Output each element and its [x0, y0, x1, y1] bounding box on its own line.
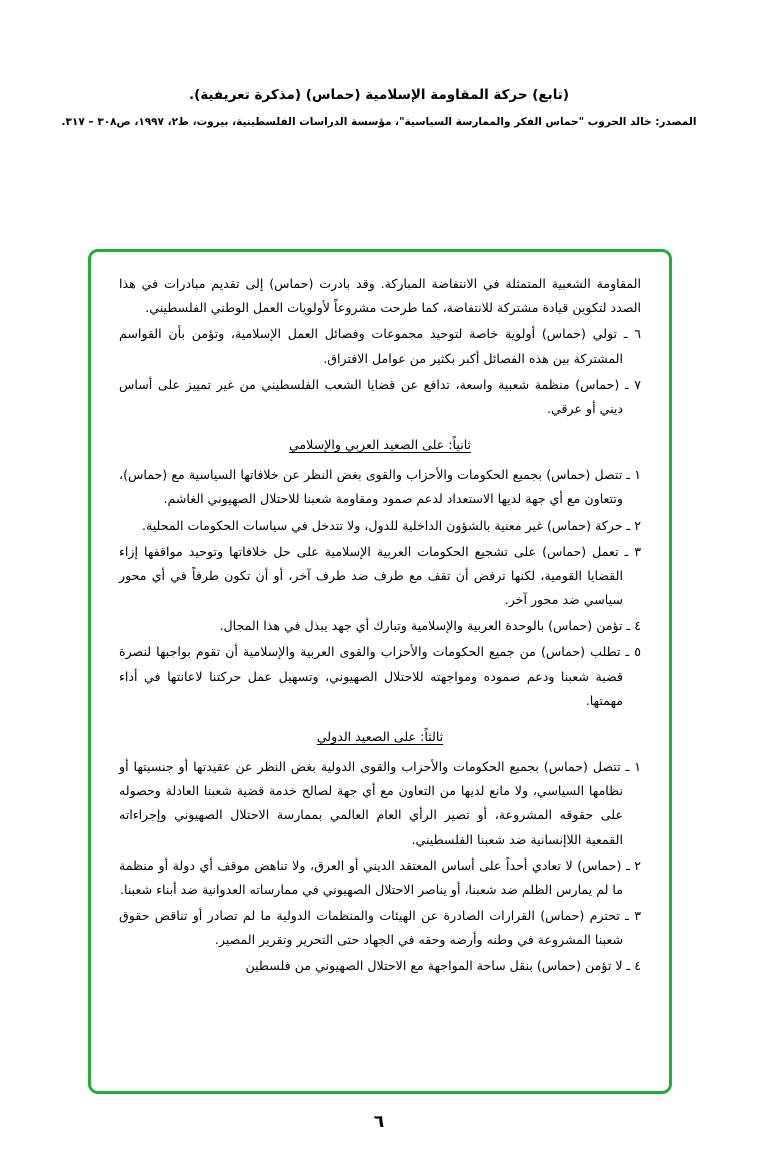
paragraph-s2-5: ٥ ـ تطلب (حماس) من جميع الحكومات والأحزاب والقوى العربية والإسلامية أن تقوم بواجبها لنصرة قضية شعبنا ودعم صموده ومواجهته للاحتلال الصهيوني، وتسهيل عمل حركتنا لاعانتها في أداء مهمتها. — [119, 644, 641, 708]
paragraph-s3-4: ٤ ـ لا تؤمن (حماس) بنقل ساحة المواجهة مع الاحتلال الصهيوني من فلسطين — [245, 958, 641, 974]
document-source-line: المصدر: خالد الحروب "حماس الفكر والممارسة السياسية"، مؤسسة الدراسات الفلسطينية، بيروت، ط٢، ١٩٩٧، ص٣٠٨ – ٣١٧. — [61, 115, 697, 128]
document-header — [0, 86, 758, 130]
document-body — [119, 272, 641, 981]
paragraph-s3-2: ٢ ـ (حماس) لا تعادي أحداً على أساس المعتقد الديني أو العرق، ولا تناهض موقف أي دولة أو منظمة ما لم يمارس الظلم ضد شعبنا، أو يناصر الاحتلال الصهيوني في ممارساته العدوانية ضد أبناء شعبنا. — [119, 857, 641, 897]
content-frame — [88, 249, 672, 1094]
paragraph-s2-2: ٢ ـ حركة (حماس) غير معنية بالشؤون الداخلية للدول، ولا تتدخل في سياسات الحكومات المحلية. — [142, 517, 641, 533]
paragraph-item-7: ٧ ـ (حماس) منظمة شعبية واسعة، تدافع عن قضايا الشعب الفلسطيني من غير تمييز على أساس ديني أو عرقي. — [119, 376, 641, 416]
section-heading-two-label: ثانياً: على الصعيد العربي والإسلامي — [288, 437, 472, 453]
paragraph-s3-1: ١ ـ تتصل (حماس) بجميع الحكومات والأحزاب والقوى الدولية بغض النظر عن عقيدتها أو جنسيتها أو نظامها السياسي، ولا مانع لديها من التعاون مع أي جهة لصالح خدمة قضية شعبنا العادلة وحصوله على حقوقه المشروعة، أو تصير الرأي العام العالمي بممارسة الاحتلال الصهيوني وإجراءاته القمعية اللاإنسانية ضد شعبنا الفلسطيني. — [119, 759, 641, 847]
section-heading-two — [119, 433, 641, 457]
paragraph-intro: المقاومة الشعبية المتمثلة في الانتفاضة المباركة. وقد بادرت (حماس) إلى تقديم مبادرات في هذا الصدد لتكوين قيادة مشتركة للانتفاضة، كما طرحت مشروعاً لأولويات العمل الوطني الفلسطيني. — [119, 276, 641, 316]
paragraph-s2-3: ٣ ـ تعمل (حماس) على تشجيع الحكومات العربية الإسلامية على حل خلافاتها وتوحيد مواقفها إزاء القضايا القومية، لكنها ترفض أن تقف مع طرف ضد طرف آخر، أو أن تكون طرفاً في أي محور سياسي ضد محور آخر. — [119, 543, 641, 608]
section-heading-three — [119, 725, 641, 749]
page-number: ٦ — [373, 1112, 385, 1132]
paragraph-s3-3: ٣ ـ تحترم (حماس) القرارات الصادرة عن الهيئات والمنظمات الدولية ما لم تصادر أو تناقض حقوق شعبنا المشروعة في وطنه وأرضه وحقه في الجهاد حتى التحرير وتقرير المصير. — [119, 908, 641, 948]
paragraph-s2-4: ٤ ـ تؤمن (حماس) بالوحدة العربية والإسلامية وتبارك أي جهد يبذل في هذا المجال. — [219, 618, 641, 634]
document-page — [0, 86, 758, 1164]
section-heading-three-label: ثالثاً: على الصعيد الدولي — [316, 728, 444, 744]
paragraph-s2-1: ١ ـ تتصل (حماس) بجميع الحكومات والأحزاب والقوى بغض النظر عن خلافاتها السياسية مع (حماس)، وتتعاون مع أي جهة لديها الاستعداد لدعم صمود ومقاومة شعبنا للاحتلال الصهيوني الغاشم. — [119, 467, 641, 507]
paragraph-item-6: ٦ ـ تولي (حماس) أولوية خاصة لتوحيد مجموعات وفصائل العمل الإسلامية، وتؤمن بأن القواسم المشتركة بين هذه الفصائل أكبر بكثير من عوامل الافتراق. — [119, 326, 641, 366]
page-title: (تابع) حركة المقاومة الإسلامية (حماس) (مذكرة تعريفية). — [188, 87, 570, 103]
